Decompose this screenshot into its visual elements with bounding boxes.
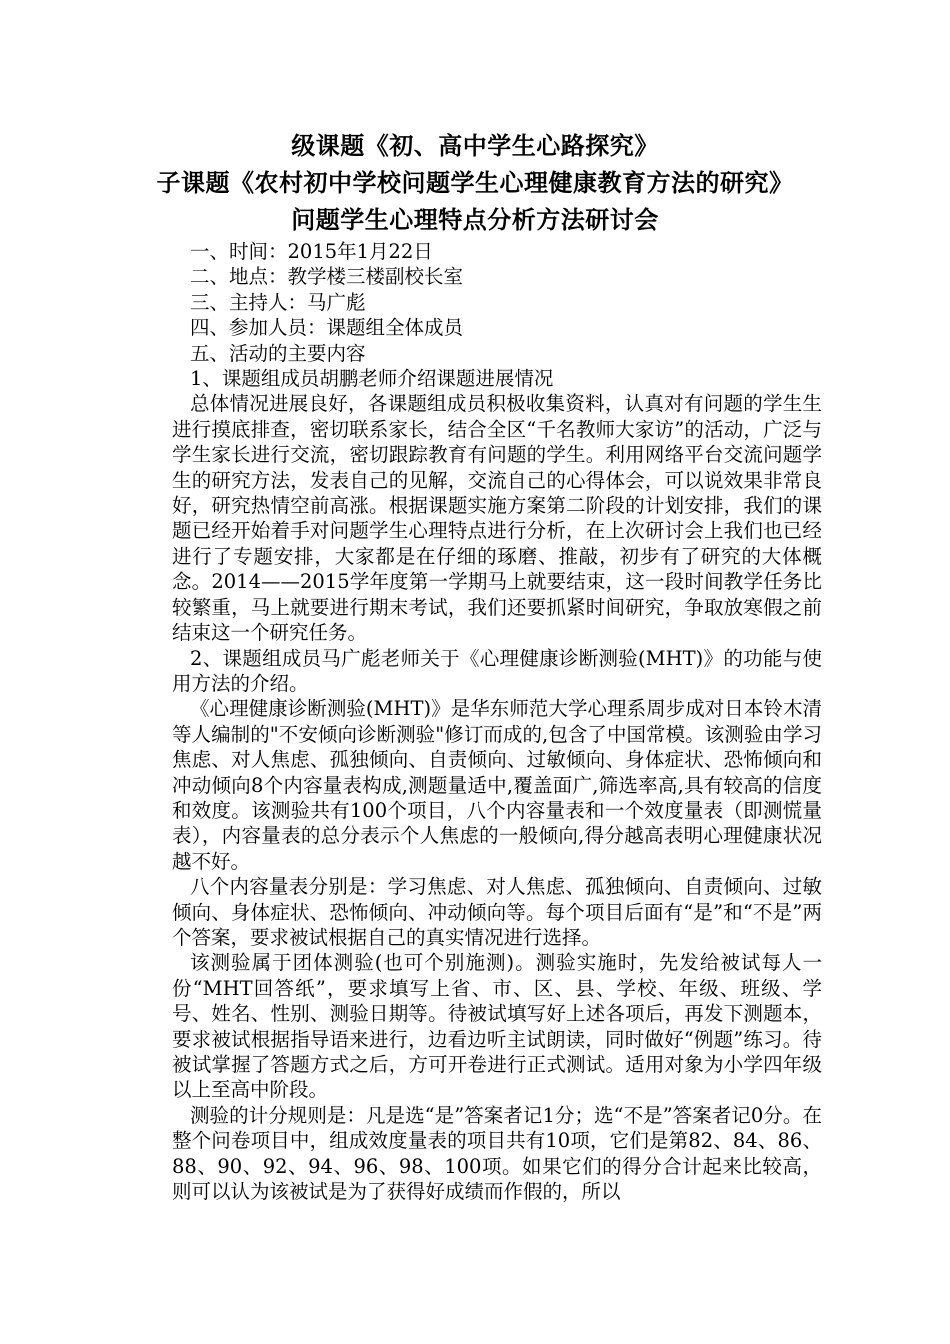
info-participants: 四、参加人员：课题组全体成员 [190,316,464,340]
paragraph-scoring: 测验的计分规则是：凡是选“是”答案者记1分；选“不是”答案者记0分。在整个问卷项目中，组成效度量表的项目共有10项，它们是第82、84、86、88、90、92、94、96、98、100项。如果它们的得分合计起来比较高，则可以认为该被试是为了获得好成绩而作假的，所以 [172,1103,822,1204]
paragraph-administration: 该测验属于团体测验(也可个别施测)。测验实施时，先发给被试每人一份“MHT回答纸”，要求填写上省、市、区、县、学校、年级、班级、学号、姓名、性别、测验日期等。待被试填写好上述各项后，再发下测题本，要求被试根据指导语来进行，边看边听主试朗读，同时做好“例题”练习。待被试掌握了答题方式之后，方可开卷进行正式测试。适用对象为小学四年级以上至高中阶段。 [172,951,822,1102]
document-title-2: 子课题《农村初中学校问题学生心理健康教育方法的研究》 [156,169,794,197]
info-host: 三、主持人：马广彪 [190,290,366,314]
paragraph-mht-intro: 《心理健康诊断测验(MHT)》是华东师范大学心理系周步成对日本铃木清等人编制的"不安倾向诊断测验"修订而成的,包含了中国常模。该测验由学习焦虑、对人焦虑、孤独倾向、自责倾向、过敏倾向、身体症状、恐怖倾向和冲动倾向8个内容量表构成,测题量适中,覆盖面广,筛选率高,具有较高的信度和效度。该测验共有100个项目，八个内容量表和一个效度量表（即测慌量表），内容量表的总分表示个人焦虑的一般倾向,得分越高表明心理健康状况越不好。 [172,697,822,873]
info-main-content: 五、活动的主要内容 [190,341,366,365]
info-time: 一、时间：2015年1月22日 [190,240,433,263]
paragraph-progress: 总体情况进展良好，各课题组成员积极收集资料，认真对有问题的学生生进行摸底排查，密切联系家长，结合全区“千名教师大家访”的活动，广泛与学生家长进行交流，密切跟踪教育有问题的学生。利用网络平台交流问题学生的研究方法，发表自己的见解，交流自己的心得体会，可以说效果非常良好，研究热情空前高涨。根据课题实施方案第二阶段的计划安排，我们的课题已经开始着手对问题学生心理特点进行分析，在上次研讨会上我们也已经进行了专题安排，大家都是在仔细的琢磨、推敲，初步有了研究的大体概念。2014——2015学年度第一学期马上就要结束，这一段时间教学任务比较繁重，马上就要进行期末考试，我们还要抓紧时间研究，争取放寒假之前结束这一个研究任务。 [172,392,822,645]
section-heading-2: 2、课题组成员马广彪老师关于《心理健康诊断测验(MHT)》的功能与使用方法的介绍。 [172,646,822,695]
document-title-3: 问题学生心理特点分析方法研讨会 [291,206,659,234]
title-block [0,128,950,238]
document-body [172,239,822,1204]
section-heading-1: 1、课题组成员胡鹏老师介绍课题进展情况 [190,367,554,391]
document-title-1: 级课题《初、高中学生心路探究》 [291,132,659,160]
paragraph-scales: 八个内容量表分别是：学习焦虑、对人焦虑、孤独倾向、自责倾向、过敏倾向、身体症状、恐怖倾向、冲动倾向等。每个项目后面有“是”和“不是”两个答案，要求被试根据自己的真实情况进行选择。 [172,875,822,949]
info-location: 二、地点：教学楼三楼副校长室 [190,265,464,289]
